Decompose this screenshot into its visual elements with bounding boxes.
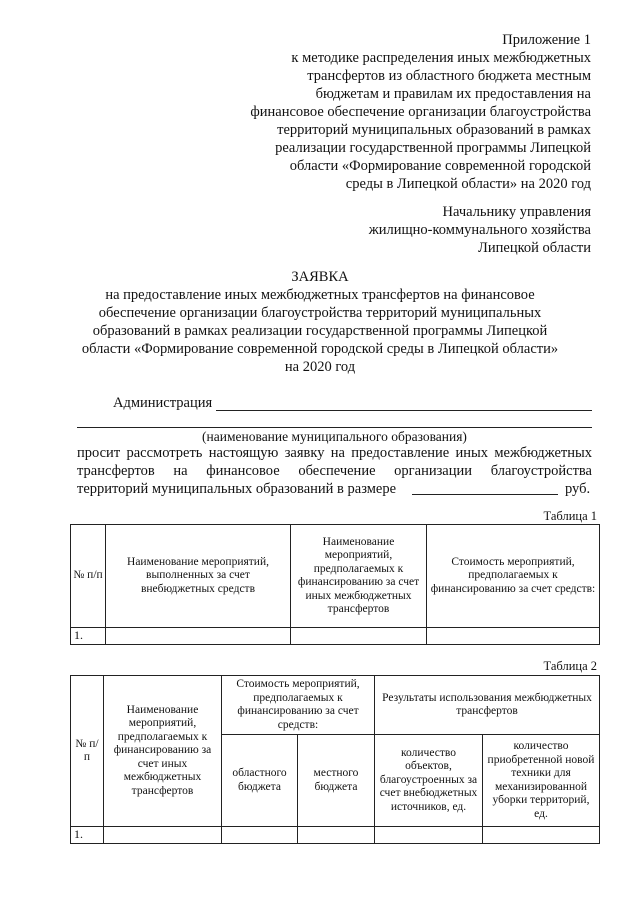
table2-cell[interactable]: [104, 827, 222, 844]
currency-label: руб.: [565, 481, 591, 497]
request-body-line: трансфертов на финансовое обеспечение организации благоустройства: [77, 463, 592, 479]
administration-fill-line[interactable]: [216, 410, 592, 411]
table2-header-num: № п/п: [71, 676, 104, 827]
table1: [70, 524, 600, 645]
table1-header-activities-done: Наименование мероприятий, выполненных за счет внебюджетных средств: [106, 525, 291, 628]
table1-cell[interactable]: [291, 628, 427, 645]
annex-line: среды в Липецкой области» на 2020 год: [345, 176, 591, 192]
table1-cell: 1.: [71, 628, 106, 645]
addressee-line: жилищно-коммунального хозяйства: [368, 222, 591, 238]
table1-cell[interactable]: [106, 628, 291, 645]
amount-fill-line[interactable]: [412, 494, 558, 495]
annex-line: финансовое обеспечение организации благоустройства: [250, 104, 591, 120]
request-body-line: территорий муниципальных образований в размере: [77, 481, 397, 497]
administration-label: Администрация: [113, 395, 213, 411]
table2-caption: Таблица 2: [543, 659, 597, 673]
title-subline: на 2020 год: [284, 359, 356, 375]
table2-header-cost-local: местного бюджета: [298, 735, 375, 827]
table2-header-cost-regional: областного бюджета: [222, 735, 298, 827]
table-row: [71, 628, 600, 645]
table2-cell[interactable]: [375, 827, 483, 844]
table1-header-cost: Стоимость мероприятий, предполагаемых к финансированию за счет средств:: [427, 525, 600, 628]
annex-line: Приложение 1: [502, 32, 591, 48]
table2: [70, 675, 600, 844]
title-subline: обеспечение организации благоустройства территорий муниципальных: [98, 305, 542, 321]
title-subline: области «Формирование современной городской среды в Липецкой области»: [81, 341, 559, 357]
addressee-line: Начальнику управления: [442, 204, 591, 220]
table2-header-cost-group: Стоимость мероприятий, предполагаемых к финансированию за счет средств:: [222, 676, 375, 735]
table2-header-results-equipment: количество приобретенной новой техники для механизированной уборки территорий, ед.: [483, 735, 600, 827]
document-title: ЗАЯВКА: [291, 269, 349, 285]
annex-line: бюджетам и правилам их предоставления на: [315, 86, 591, 102]
title-subline: образований в рамках реализации государственной программы Липецкой: [92, 323, 548, 339]
table1-cell[interactable]: [427, 628, 600, 645]
annex-line: территорий муниципальных образований в рамках: [277, 122, 591, 138]
table-row: [71, 827, 600, 844]
annex-line: реализации государственной программы Липецкой: [275, 140, 591, 156]
annex-line: трансфертов из областного бюджета местным: [307, 68, 591, 84]
municipality-caption: (наименование муниципального образования): [202, 429, 467, 444]
table2-cell: 1.: [71, 827, 104, 844]
table2-header-results-objects: количество объектов, благоустроенных за счет внебюджетных источников, ед.: [375, 735, 483, 827]
table2-cell[interactable]: [222, 827, 298, 844]
table2-header-results-group: Результаты использования межбюджетных трансфертов: [375, 676, 600, 735]
annex-line: к методике распределения иных межбюджетных: [291, 50, 591, 66]
title-subline: на предоставление иных межбюджетных трансфертов на финансовое: [105, 287, 535, 303]
addressee-line: Липецкой области: [478, 240, 591, 256]
table1-header-num: № п/п: [71, 525, 106, 628]
table2-cell[interactable]: [483, 827, 600, 844]
annex-line: области «Формирование современной городской: [289, 158, 591, 174]
table1-caption: Таблица 1: [543, 509, 597, 523]
table2-header-activities: Наименование мероприятий, предполагаемых к финансированию за счет иных межбюджетных трансфертов: [104, 676, 222, 827]
request-body-line: просит рассмотреть настоящую заявку на предоставление иных межбюджетных: [77, 445, 592, 461]
table2-cell[interactable]: [298, 827, 375, 844]
table1-header-activities-planned: Наименование мероприятий, предполагаемых к финансированию за счет иных межбюджетных трансфертов: [291, 525, 427, 628]
